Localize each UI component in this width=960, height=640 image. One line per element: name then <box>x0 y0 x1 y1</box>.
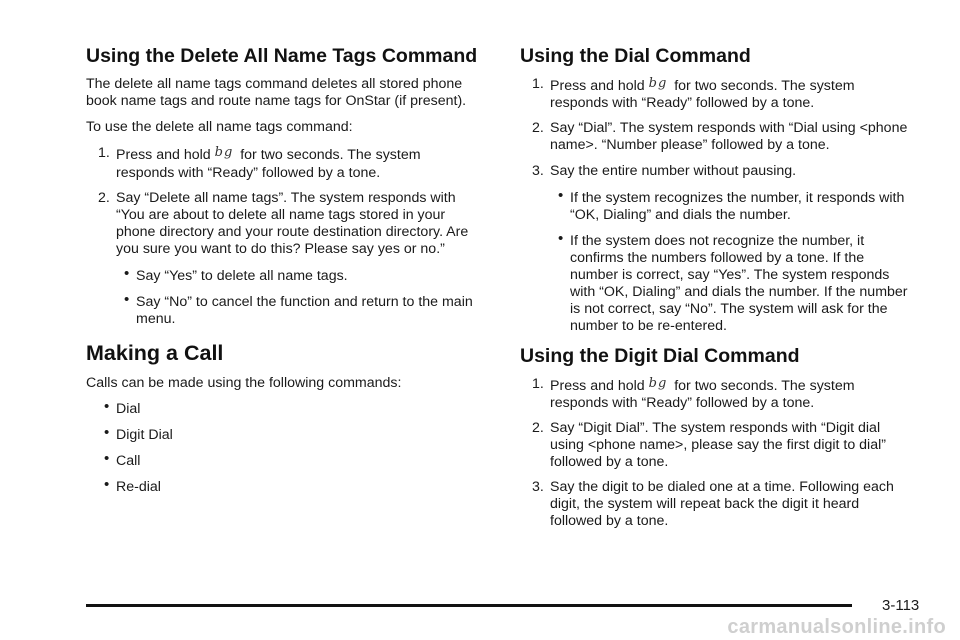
step-item <box>520 479 915 530</box>
step-text-post: for two seconds. The system responds with “Ready” followed by a tone. <box>116 147 421 181</box>
step-number: 1. <box>98 145 110 162</box>
step-number: 3. <box>532 479 544 496</box>
step-text-pre: Press and hold <box>550 378 645 395</box>
step-text-pre: Press and hold <box>550 78 645 95</box>
bullet-icon: • <box>104 475 110 493</box>
digit-dial-steps <box>520 376 915 530</box>
list-item <box>86 423 481 444</box>
bullet-text: If the system does not recognize the number, it confirms the numbers followed by a tone. If the number is correct, say “Yes”. The system responds with “OK, Dialing” and dials the number. If the number is not correct, say “No”. The system will ask for the number to be re-entered. <box>570 232 908 334</box>
step-item <box>520 420 915 471</box>
step-item <box>520 376 915 412</box>
phone-talk-icon: b <box>648 76 657 92</box>
step-text: Say the digit to be dialed one at a time. Following each digit, the system will repeat back the digit it heard followed by a tone. <box>550 479 894 530</box>
list-item <box>86 475 481 496</box>
page-number: 3-113 <box>882 597 920 614</box>
list-item-text: Digit Dial <box>116 426 173 443</box>
delete-tags-heading: Using the Delete All Name Tags Command <box>86 45 478 67</box>
bullet-item <box>550 229 915 335</box>
step-number: 2. <box>98 189 110 206</box>
bullet-icon: • <box>104 423 110 441</box>
delete-tags-steps <box>86 145 481 327</box>
step-text: Say the entire number without pausing. <box>550 162 797 179</box>
phone-talk-icon: b <box>214 145 223 161</box>
bullet-icon: • <box>558 229 564 247</box>
list-item-text: Dial <box>116 400 141 417</box>
digit-dial-heading: Using the Digit Dial Command <box>520 344 800 367</box>
step-text: Say “Dial”. The system responds with “Dial using <phone name>. “Number please” followed by a tone. <box>550 120 908 154</box>
step-item <box>520 163 915 335</box>
list-item <box>86 397 481 418</box>
bullet-icon: • <box>558 186 564 204</box>
bullet-text: Say “Yes” to delete all name tags. <box>136 267 348 284</box>
left-column <box>86 44 481 505</box>
delete-tags-bullets <box>116 264 481 328</box>
step-number: 2. <box>532 420 544 437</box>
bullet-item <box>116 290 481 328</box>
bullet-icon: • <box>124 264 130 282</box>
step-number: 1. <box>532 376 544 393</box>
list-item-text: Re-dial <box>116 478 161 495</box>
list-item-text: Call <box>116 452 141 469</box>
step-text-post: for two seconds. The system responds with “Ready” followed by a tone. <box>550 78 855 112</box>
bullet-item <box>550 186 915 224</box>
footer-rule <box>86 604 852 607</box>
bullet-text: Say “No” to cancel the function and return to the main menu. <box>136 293 473 327</box>
watermark: carmanualsonline.info <box>727 616 946 638</box>
step-text-pre: Press and hold <box>116 147 211 164</box>
voice-command-icon: g <box>223 145 233 161</box>
list-item <box>86 449 481 470</box>
making-call-heading: Making a Call <box>86 340 224 365</box>
bullet-icon: • <box>124 290 130 308</box>
dial-steps <box>520 76 915 334</box>
making-call-intro: Calls can be made using the following commands: <box>86 374 402 391</box>
delete-tags-intro: The delete all name tags command deletes all stored phone book name tags and route name tags for OnStar (if present). <box>86 76 467 110</box>
bullet-icon: • <box>104 449 110 467</box>
voice-command-icon: g <box>657 76 667 92</box>
call-commands-list <box>86 397 481 496</box>
bullet-text: If the system recognizes the number, it responds with “OK, Dialing” and dials the number. <box>570 189 905 223</box>
bullet-icon: • <box>104 397 110 415</box>
step-item <box>520 120 915 154</box>
phone-talk-icon: b <box>648 376 657 392</box>
step-number: 3. <box>532 162 544 179</box>
dial-bullets <box>550 186 915 335</box>
step-text: Say “Digit Dial”. The system responds with “Digit dial using <phone name>, please say the first digit to dial” followed by a tone. <box>550 420 886 471</box>
right-column <box>520 44 915 538</box>
step-item <box>86 145 481 181</box>
delete-tags-how: To use the delete all name tags command: <box>86 119 353 136</box>
dial-command-heading: Using the Dial Command <box>520 45 751 67</box>
step-item <box>520 76 915 112</box>
step-text-post: for two seconds. The system responds with “Ready” followed by a tone. <box>550 378 855 412</box>
step-number: 1. <box>532 76 544 93</box>
bullet-item <box>116 264 481 285</box>
voice-command-icon: g <box>657 376 667 392</box>
step-item <box>86 190 481 328</box>
step-text: Say “Delete all name tags”. The system responds with “You are about to delete all name tags stored in your phone directory and your route destination directory. Are you sure you want to do this? Please say yes or no.” <box>116 189 469 257</box>
step-number: 2. <box>532 120 544 137</box>
